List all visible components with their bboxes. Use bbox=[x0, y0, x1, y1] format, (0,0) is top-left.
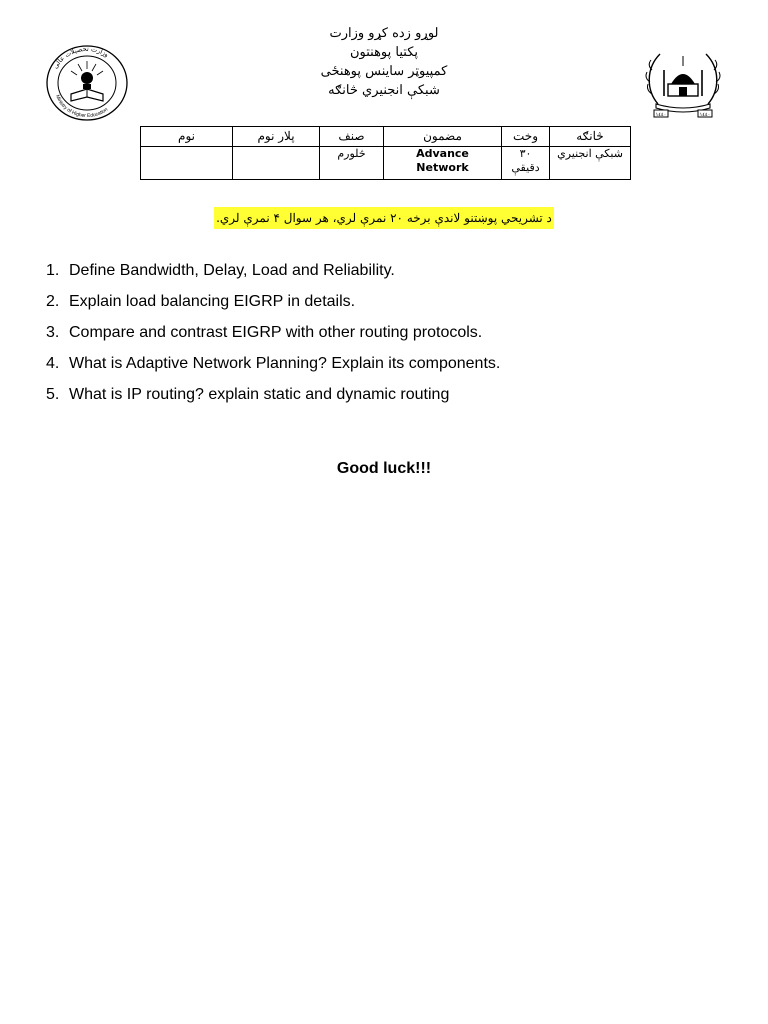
emblem-logo bbox=[644, 42, 722, 122]
closing-message: Good luck!!! bbox=[336, 460, 432, 477]
list-item bbox=[46, 255, 726, 286]
cell-time: ۳۰ دقیقې bbox=[502, 147, 550, 180]
header-name: نوم bbox=[141, 127, 233, 147]
cell-department: شبکې انجنیري bbox=[550, 147, 631, 180]
question-number: 2. bbox=[46, 293, 60, 310]
question-number: 3. bbox=[46, 324, 60, 341]
department-name: شبکې انجنیري څانګه bbox=[328, 83, 440, 98]
institution-header bbox=[284, 24, 484, 100]
question-list bbox=[46, 255, 726, 410]
header-subject: مضمون bbox=[384, 127, 502, 147]
university-name: پکتیا پوهنتون bbox=[349, 45, 419, 60]
question-number: 5. bbox=[46, 386, 60, 403]
instruction-text: د تشریحي پوښتنو لاندې برخه ۲۰ نمرې لري، هر سوال ۴ نمرې لري. bbox=[214, 207, 554, 229]
list-item bbox=[46, 317, 726, 348]
cell-subject bbox=[384, 147, 502, 180]
emblem-year-right: ١٤٤٠ bbox=[699, 112, 711, 118]
cell-class: څلورم bbox=[320, 147, 384, 180]
table-data-row bbox=[141, 147, 631, 180]
header-department: څانګه bbox=[550, 127, 631, 147]
list-item bbox=[46, 379, 726, 410]
svg-text:وزارت تحصیلات عالی bbox=[51, 45, 110, 70]
faculty-name: کمپیوټر ساینس پوهنځی bbox=[320, 64, 448, 79]
cell-father-name bbox=[233, 147, 320, 180]
header-time: وخت bbox=[502, 127, 550, 147]
student-info-table bbox=[140, 126, 631, 180]
instruction-row bbox=[0, 207, 768, 229]
header-father-name: پلار نوم bbox=[233, 127, 320, 147]
emblem-year-left: ١٤٤٠ bbox=[655, 112, 667, 118]
ministry-name: لوړو زده کړو وزارت bbox=[329, 26, 439, 41]
question-text: Explain load balancing EIGRP in details. bbox=[69, 293, 356, 310]
table-header-row bbox=[141, 127, 631, 147]
subject-text: Advance Network bbox=[416, 147, 469, 174]
question-number: 1. bbox=[46, 262, 60, 279]
question-text: Define Bandwidth, Delay, Load and Reliability. bbox=[69, 262, 395, 279]
seal-ring-text: وزارت تحصیلات عالی bbox=[51, 44, 111, 71]
list-item bbox=[46, 286, 726, 317]
cell-name bbox=[141, 147, 233, 180]
question-text: Compare and contrast EIGRP with other routing protocols. bbox=[69, 324, 483, 341]
question-text: What is Adaptive Network Planning? Explain its components. bbox=[69, 355, 501, 372]
question-text: What is IP routing? explain static and dynamic routing bbox=[69, 386, 450, 403]
seal-caption: Ministry of Higher Education bbox=[54, 94, 110, 120]
list-item bbox=[46, 348, 726, 379]
question-number: 4. bbox=[46, 355, 60, 372]
ministry-seal-logo bbox=[45, 44, 129, 122]
header-class: صنف bbox=[320, 127, 384, 147]
